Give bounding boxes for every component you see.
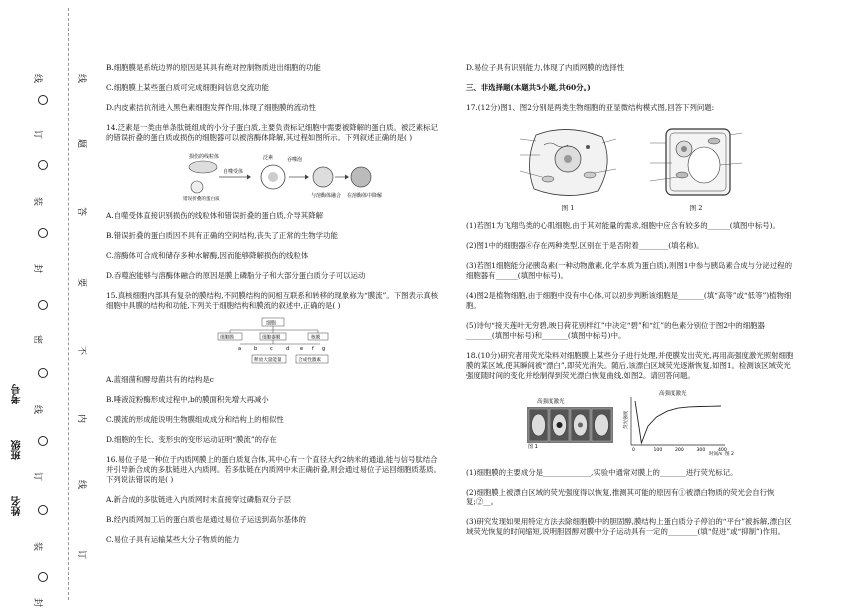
x-tick-label: 0 (632, 447, 635, 453)
fig-label: 自噬受体 (223, 168, 244, 175)
q18-part-3: (3)研究发现如果用特定方法去除细胞膜中的胆固醇,膜结构上蛋白质分子停泊的“平台”被拆解,漂白区域荧光恢复的时间缩短,说明胆固醇对膜中分子运动具有一定的________(填“促进”或“抑制”)作用。 (466, 517, 792, 537)
fig-label: 细胞器膜 (262, 335, 281, 341)
fig-label: 高强度激光 (537, 398, 565, 405)
q17-part-1: (1)若图1为飞翔鸟类的心肌细胞,由于其对能量的需求,细胞中应含有较多的______(填图中标号)。 (466, 220, 780, 230)
fig-label: 核膜 (311, 335, 321, 341)
fig-label: 吞噬泡 (287, 156, 303, 163)
margin-inner-char: 订 (76, 549, 87, 560)
binding-hole (38, 95, 48, 105)
figure-1-caption: 图 1 (561, 203, 575, 212)
animal-cell-diagram (518, 123, 618, 201)
fig-label: 损伤的线粒体 (189, 153, 220, 160)
q14-diagram (106, 153, 444, 203)
margin-char: 订 (32, 129, 43, 140)
q15-option-d: D.细胞的生长、变形虫的变形运动证明“膜流”的存在 (106, 434, 277, 444)
q18-part-1: (1)细胞膜的主要成分是_____________,实验中通常对膜上的_______进行荧光标记。 (466, 467, 738, 477)
margin-inner-char: 内 (76, 413, 87, 424)
figure-2 (648, 123, 744, 213)
margin-char: 线 (32, 404, 43, 415)
q16-option-a: A.新合成的多肽链进入内质网时未直接穿过磷脂双分子层 (106, 494, 292, 504)
q16-option-b: B.经内质网加工后的蛋白质也是通过易位子运送到高尔基体的 (106, 514, 306, 524)
fig-label: 细胞 (266, 320, 277, 327)
option-d: D.内皮素拮抗剂进入黑色素细胞发挥作用,体现了细胞膜的流动性 (106, 102, 316, 112)
binding-hole (38, 436, 48, 446)
label-exam-number: 考号 (12, 384, 23, 404)
q15-option-a: A.蓝细菌和酵母菌共有的结构是c (106, 374, 214, 384)
question-17: 17.(12分)图1、图2分别是两类生物细胞的亚显微结构模式图,回答下列问题: (466, 102, 715, 112)
margin-inner-char: 题 (76, 138, 87, 149)
q14-option-d: D.吞噬泡能够与溶酶体融合的原因是膜上磷脂分子和大部分蛋白质分子可以运动 (106, 270, 366, 280)
fig-label: 与溶酶体融合 (311, 192, 342, 199)
q18-part-2: (2)细胞膜上被漂白区域的荧光强度得以恢复,推测其可能的原因有①被漂白物质的荧光会自行恢复;②__。 (466, 487, 775, 507)
q17-part-5: (5)诗句“接天莲叶无穷碧,映日荷花别样红”中决定“碧”和“红”的色素分别位于图2中的细胞器_______(填图中标号)和_______(填图中标号)中。 (466, 320, 765, 340)
margin-char: 装 (32, 541, 43, 552)
question-16: 16.易位子是一种位于内质网膜上的蛋白质复合体,其中心有一个直径大约2纳米的通道,能与信号肽结合并引导新合成的多肽链进入内质网。若多肽链在内质网中未正确折叠,则会通过易位子运回细胞质基质。下列说法错误的是( ) (106, 454, 441, 484)
fig-label: 图 1 (528, 443, 538, 450)
label-name: 姓名 (12, 496, 23, 516)
fig-label: 合成性激素 (298, 357, 321, 363)
fig-label: d (286, 345, 290, 352)
question-18: 18.(10分)研究者用荧光染料对细胞膜上某些分子进行处理,并使膜发出荧光,再用高强度激光照射细胞膜的某区域,使其瞬间被“漂白”,即荧光消失。随后,该漂白区域荧光逐渐恢复,如图1。检测该区域荧光强度随时间的变化并绘制得到荧光漂白恢复曲线,如图2。请回答问题。 (466, 350, 794, 380)
margin-char: 装 (32, 196, 43, 207)
fig-label: f (312, 345, 314, 352)
section-heading: 三、非选择题(本题共5小题,共60分。) (466, 82, 591, 92)
binding-hole (38, 505, 48, 515)
y-axis-label: 荧光强度 (624, 410, 629, 429)
binding-margin (0, 0, 92, 608)
margin-inner-char: 线 (76, 479, 87, 490)
fig-label: 在溶酶体中降解 (347, 192, 383, 199)
membrane-flow-diagram (200, 317, 350, 367)
q17-part-3: (3)若图1细胞能分泌胰岛素(一种动物激素,化学本质为蛋白质),则图1中参与胰岛素合成与分泌过程的细胞器有______(填图中标号)。 (466, 260, 792, 280)
fig-label: 细胞膜 (220, 335, 234, 341)
label-class: 班级 (12, 440, 23, 460)
q18-figures (466, 387, 796, 460)
q14-option-c: C.溶酶体可合成和储存多种水解酶,因而能够降解损伤的线粒体 (106, 250, 309, 260)
x-tick-label: 400 (718, 447, 727, 453)
fluorescence-recovery-chart (617, 387, 735, 457)
fig-label: 泛素 (263, 154, 274, 161)
autophagy-diagram (175, 153, 383, 203)
margin-char: 封 (32, 597, 43, 608)
binding-hole (38, 300, 48, 310)
binding-hole (38, 368, 48, 378)
plant-cell-diagram (648, 123, 744, 201)
photobleaching-images (527, 395, 613, 449)
x-axis-label: 时间/s (709, 451, 723, 457)
figure-1 (518, 123, 618, 213)
q17-part-4: (4)图2是植物细胞,由于细胞中没有中心体,可以初步判断该细胞是_______(填“高等”或“低等”)植物细胞。 (466, 290, 792, 310)
margin-inner-char: 要 (76, 277, 87, 288)
x-tick-label: 100 (653, 447, 663, 453)
margin-char: 订 (32, 471, 43, 482)
q16-option-d: D.易位子具有识别能力,体现了内质网膜的选择性 (466, 63, 625, 72)
q17-part-2: (2)图1中的细胞器⑥存在两种类型,区别在于是否附着________(填名称)。 (466, 240, 704, 250)
binding-hole (38, 228, 48, 238)
binding-hole (38, 160, 48, 170)
x-tick-label: 200 (675, 447, 684, 453)
q17-figures (466, 123, 796, 213)
margin-inner-char: 答 (76, 206, 87, 217)
x-tick-label: 300 (696, 447, 706, 453)
figure-2-caption: 图 2 (689, 203, 703, 212)
q18-figure-2 (617, 387, 735, 460)
margin-char: 封 (32, 263, 43, 274)
left-column (106, 63, 444, 555)
binding-dashed-line (68, 8, 69, 600)
q15-option-c: C.膜流的形成能说明生物膜组成成分和结构上的相似性 (106, 414, 284, 424)
margin-char: 线 (32, 73, 43, 84)
fig-label: 错误折叠的蛋白质 (183, 196, 220, 202)
q15-option-b: B.唾液淀粉酶形成过程中,b的膜面积先增大再减小 (106, 394, 269, 404)
series-line (635, 401, 721, 443)
q16-option-c: C.易位子具有运输某些大分子物质的能力 (106, 534, 240, 544)
q14-option-b: B.错误折叠的蛋白质因不具有正确的空间结构,丧失了正常的生物学功能 (106, 230, 338, 240)
option-c: C.细胞膜上某些蛋白质可完成细胞间信息交流功能 (106, 82, 269, 92)
margin-inner-char: 线 (76, 73, 87, 84)
q15-diagram (106, 317, 444, 367)
question-14: 14.泛素是一类由单条肽链组成的小分子蛋白质,主要负责标记细胞中需要被降解的蛋白质。被泛素标记的错误折叠的蛋白质或损伤的细胞器可以被溶酶体降解,其过程如图所示。下列叙述正确的是( ) (106, 122, 438, 142)
chart-annotation: 高强度激光 (659, 390, 687, 397)
option-b: B.细胞膜是系统边界的原因是其具有绝对控制物质进出细胞的功能 (106, 63, 321, 72)
fig-label: g (322, 345, 326, 352)
margin-inner-char: 不 (76, 345, 87, 356)
fig-label: e (300, 345, 304, 352)
fig-label: b (254, 345, 258, 352)
fig-label: 释放大量能量 (254, 357, 282, 363)
fig-label: c (270, 345, 273, 352)
question-15: 15.真核细胞内部具有复杂的膜结构,不同膜结构的间相互联系和转移的现象称为“膜流”。下图表示真核细胞中具膜的结构和功能,下列关于细胞结构和膜流的叙述中,正确的是( ) (106, 290, 439, 310)
q18-figure-1 (527, 395, 613, 452)
q14-option-a: A.自噬受体直接识别损伤的线粒体和错误折叠的蛋白质,介导其降解 (106, 210, 323, 220)
fig-caption: 图 2 (725, 451, 734, 457)
fig-label: a (238, 345, 242, 352)
right-column (466, 63, 796, 547)
binding-hole (38, 572, 48, 582)
margin-char: 密 (32, 334, 43, 345)
